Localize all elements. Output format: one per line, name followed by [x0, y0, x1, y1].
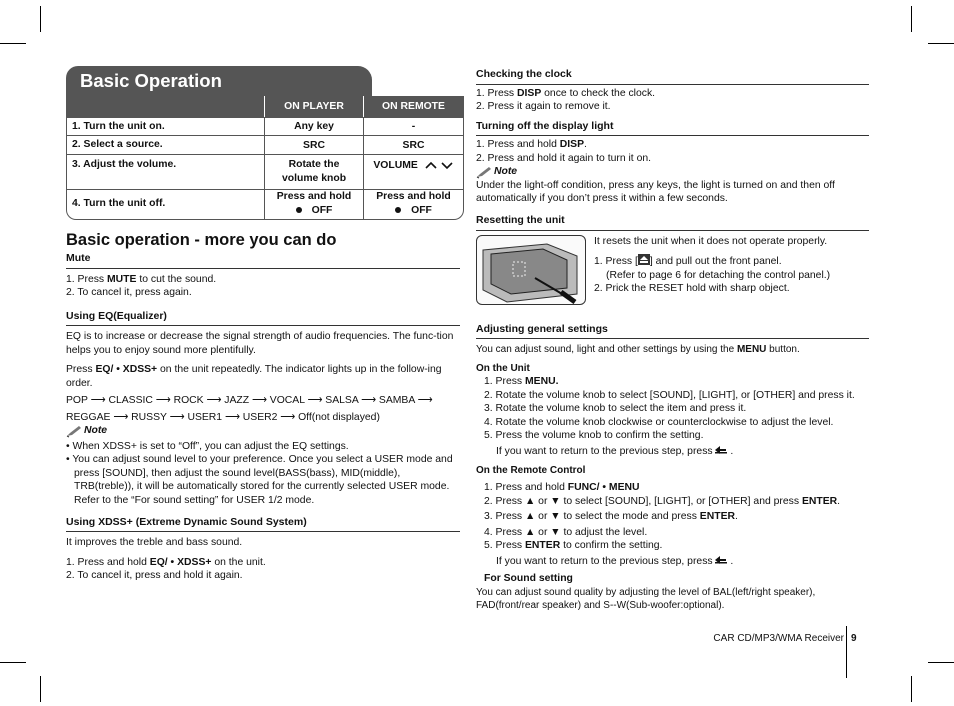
display-note-text: Under the light-off condition, press any keys, the light is turned on and then off automatically if you don’t press it within a few seconds. [476, 179, 835, 205]
volume-label: VOLUME [373, 160, 418, 171]
page-title: Basic Operation [66, 66, 372, 96]
xdss-step-2: 2. To cancel it, press and hold it again. [66, 570, 243, 582]
arrow-right-icon: ⟶ [277, 411, 299, 423]
eq-order-line-1 [66, 394, 460, 408]
power-dot-icon [395, 207, 401, 213]
eq-mode-item: POP [66, 395, 88, 407]
step-label: 1. Turn the unit on. [72, 121, 165, 132]
xdss-step-1: 1. Press and hold EQ/ • XDSS+ on the unit. [66, 556, 266, 568]
unit-heading: On the Unit [476, 363, 530, 375]
crop-mark [0, 43, 26, 44]
return-icon [715, 555, 727, 564]
page-number: 9 [851, 633, 857, 644]
remote-action: - [363, 118, 463, 135]
eq-heading: Using EQ(Equalizer) [66, 310, 460, 327]
footer-label: CAR CD/MP3/WMA Receiver [713, 633, 844, 644]
press-hold-label: Press and hold [376, 191, 451, 202]
remote-return: If you want to return to the previous step, press . [496, 555, 734, 567]
note-pencil-icon [66, 425, 82, 438]
eq-order-line-2 [66, 411, 460, 425]
reset-step-1: 1. Press [ ] and pull out the front panel. [594, 256, 782, 268]
sound-heading: For Sound setting [484, 573, 573, 585]
reset-text [594, 235, 830, 305]
general-heading: Adjusting general settings [476, 323, 869, 340]
general-intro: You can adjust sound, light and other settings by using the MENU button. [476, 344, 800, 356]
footer-divider [846, 626, 847, 678]
eq-description: EQ is to increase or decrease the signal strength of audio frequencies. The func-tion helps you to enjoy sound more plentifully. [66, 331, 454, 356]
arrow-right-icon: ⟶ [304, 395, 326, 407]
clock-step-2: 2. Press it again to remove it. [476, 101, 611, 113]
eject-release-icon [638, 254, 650, 265]
arrow-right-icon: ⟶ [222, 411, 243, 423]
step-label: 3. Adjust the volume. [72, 159, 177, 170]
remote-action: SRC [363, 136, 463, 154]
mute-heading: Mute [66, 252, 460, 269]
reset-step-1-note: (Refer to page 6 for detaching the control panel.) [606, 269, 831, 281]
press-hold-label: Press and hold [276, 191, 352, 202]
left-column [66, 66, 460, 583]
power-dot-icon [296, 207, 302, 213]
eq-mode-item: JAZZ [224, 395, 250, 407]
arrow-right-icon: ⟶ [358, 395, 379, 407]
xdss-heading: Using XDSS+ (Extreme Dynamic Sound System) [66, 516, 460, 533]
remote-step-1: 1. Press and hold FUNC/ • MENU [484, 482, 640, 494]
table-row [67, 154, 463, 189]
eq-press: Press EQ/ • XDSS+ on the unit repeatedly. The indicator lights up in the follow-ing order. [66, 364, 442, 389]
off-label: OFF [411, 204, 432, 216]
display-step-1: 1. Press and hold DISP. [476, 139, 587, 151]
unit-reset-image [477, 236, 585, 304]
crop-mark [928, 43, 954, 44]
return-icon [715, 445, 727, 454]
clock-heading: Checking the clock [476, 68, 869, 85]
crop-mark [911, 6, 912, 32]
crop-mark [0, 662, 26, 663]
arrow-right-icon: ⟶ [110, 411, 132, 423]
remote-action [363, 190, 463, 219]
volume-up-down-icon [424, 160, 454, 170]
unit-step-3: 3. Rotate the volume knob to select the item and press it. [484, 403, 747, 415]
eq-mode-item: SALSA [325, 395, 359, 407]
eq-mode-item: SAMBA [378, 395, 415, 407]
operation-table [66, 96, 464, 220]
note-label: Note [476, 165, 869, 179]
col-remote: ON REMOTE [363, 96, 463, 117]
unit-step-1: 1. Press MENU. [484, 376, 559, 388]
note-pencil-icon [476, 166, 492, 179]
arrow-right-icon: ⟶ [87, 395, 109, 407]
unit-return: If you want to return to the previous step, press . [496, 445, 734, 457]
arrow-right-icon: ⟶ [166, 411, 188, 423]
remote-heading: On the Remote Control [476, 465, 586, 477]
eq-mode-item: CLASSIC [108, 395, 153, 407]
reset-heading: Resetting the unit [476, 214, 869, 231]
unit-step-5: 5. Press the volume knob to confirm the setting. [484, 430, 704, 442]
eq-mode-item: VOCAL [269, 395, 305, 407]
remote-step-3: 3. Press ▲ or ▼ to select the mode and press ENTER. [484, 511, 738, 523]
unit-step-4: 4. Rotate the volume knob clockwise or counterclockwise to adjust the level. [484, 416, 834, 428]
table-header [67, 96, 463, 117]
reset-block [476, 235, 869, 305]
display-step-2: 2. Press and hold it again to turn it on. [476, 152, 652, 164]
reset-illustration [476, 235, 586, 305]
player-action [264, 190, 363, 219]
player-action: SRC [264, 136, 363, 154]
arrow-right-icon: ⟶ [414, 395, 433, 407]
clock-step-1: 1. Press DISP once to check the clock. [476, 87, 656, 99]
col-player: ON PLAYER [264, 96, 363, 117]
step-label: 2. Select a source. [72, 139, 163, 150]
eq-mode-item: ROCK [173, 395, 204, 407]
crop-mark [911, 676, 912, 702]
right-column [476, 66, 869, 612]
reset-description: It resets the unit when it does not operate properly. [594, 235, 828, 247]
remote-action [363, 155, 463, 189]
eq-mode-item: USER2 [242, 411, 278, 423]
eq-note-bullet-1: • When XDSS+ is set to “Off”, you can adjust the EQ settings. [66, 440, 349, 452]
eq-note-bullet-2: • You can adjust sound level to your preference. Once you select a USER mode and press [SOUND], then adjust the sound level(BASS(bass), MID(middle), TRB(treble)), it will be automatically stored for the currently selected USER mode. Refer to the “For sound setting” for USER 1/2 mode. [66, 454, 453, 506]
mute-step-2: 2. To cancel it, press again. [66, 287, 192, 299]
sound-text: You can adjust sound quality by adjusting the level of BAL(left/right speaker), FAD(front/rear speaker) and S--W(Sub-woofer:optional). [476, 586, 816, 611]
player-action: Rotate the volume knob [264, 155, 363, 189]
table-row [67, 189, 463, 219]
eq-mode-item: Off(not displayed) [298, 411, 380, 423]
mute-step-1: 1. Press MUTE to cut the sound. [66, 273, 217, 285]
eq-mode-item: USER1 [187, 411, 223, 423]
table-row [67, 135, 463, 154]
remote-step-4: 4. Press ▲ or ▼ to adjust the level. [484, 526, 648, 538]
table-row [67, 117, 463, 135]
reset-step-2: 2. Prick the RESET hold with sharp object. [594, 283, 790, 295]
crop-mark [40, 676, 41, 702]
off-label: OFF [311, 204, 333, 216]
display-heading: Turning off the display light [476, 120, 869, 137]
crop-mark [40, 6, 41, 32]
step-label: 4. Turn the unit off. [72, 198, 166, 209]
arrow-right-icon: ⟶ [249, 395, 270, 407]
section-title: Basic operation - more you can do [66, 231, 337, 249]
remote-step-2: 2. Press ▲ or ▼ to select [SOUND], [LIGHT], or [OTHER] and press ENTER. [484, 495, 841, 507]
crop-mark [928, 662, 954, 663]
arrow-right-icon: ⟶ [203, 395, 225, 407]
eq-mode-item: RUSSY [131, 411, 167, 423]
player-action: Any key [264, 118, 363, 135]
eq-mode-item: REGGAE [66, 411, 111, 423]
unit-step-2: 2. Rotate the volume knob to select [SOUND], [LIGHT], or [OTHER] and press it. [484, 389, 855, 401]
remote-step-5: 5. Press ENTER to confirm the setting. [484, 540, 663, 552]
note-label: Note [66, 424, 460, 438]
arrow-right-icon: ⟶ [152, 395, 174, 407]
xdss-description: It improves the treble and bass sound. [66, 537, 243, 549]
